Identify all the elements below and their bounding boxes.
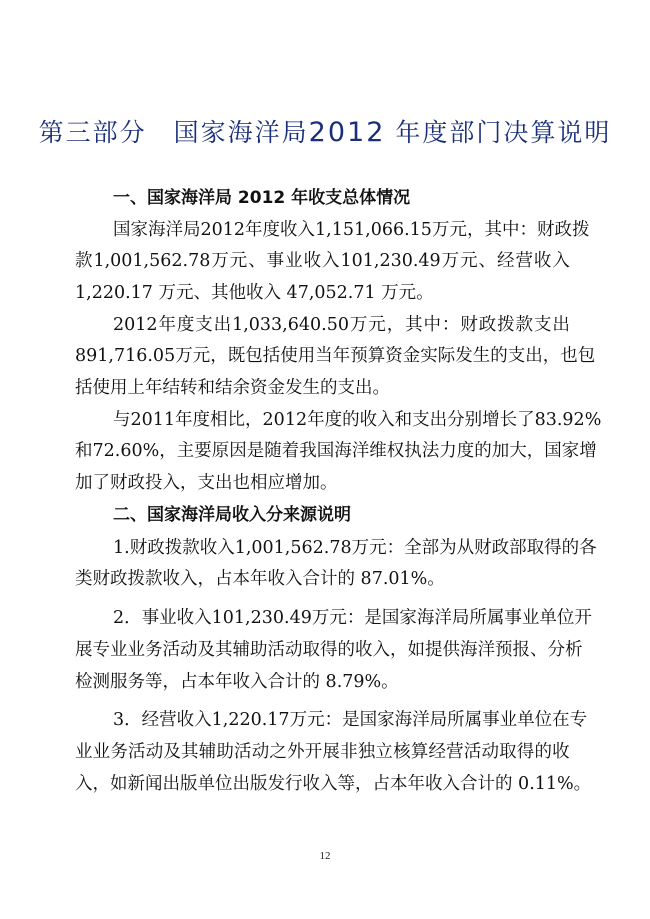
paragraph-line: 1,220.17 万元、其他收入 47,052.71 万元。: [75, 283, 434, 303]
paragraph-line: 加了财政投入，支出也相应增加。: [75, 473, 338, 493]
title-name-prefix: 国家海洋局: [173, 118, 309, 147]
paragraph-line: 1. 财 政 拨 款 收 入 1,001,562.78 万 元 ： 全 部 为 从 财 政 部 取 得 的 各: [113, 538, 597, 558]
paragraph-line: 展 专 业 业 务 活 动 及 其 辅 助 活 动 取 得 的 收 入 ， 如 提 供 海 洋 预 报 、 分 析: [75, 640, 583, 660]
section-heading-overview: 一、国家海洋局 2012 年收支总体情况: [113, 188, 411, 208]
page-number: 12: [319, 850, 331, 862]
section-heading-income-sources: 二、国家海洋局收入分来源说明: [113, 505, 351, 525]
paragraph-line: 类财政拨款收入，占本年收入合计的 87.01%。: [75, 569, 445, 589]
paragraph-line: 和 72.60% ， 主 要 原 因 是 随 着 我 国 海 洋 维 权 执 法 力 度 的 加 大 ， 国 家 增: [75, 441, 597, 461]
paragraph-line: 业 业 务 活 动 及 其 辅 助 活 动 之 外 开 展 非 独 立 核 算 经 营 活 动 取 得 的 收: [75, 742, 570, 762]
paragraph-line: 891,716.05 万 元 ， 既 包 括 使 用 当 年 预 算 资 金 实 际 发 生 的 支 出 ， 也 包: [75, 346, 596, 366]
paragraph-line: 括使用上年结转和结余资金发生的支出。: [75, 378, 390, 398]
title-part: 第三部分: [38, 118, 147, 147]
paragraph-line: 2012 年 度 支 出 1,033,640.50 万 元 ， 其 中 ： 财 政 拨 款 支 出: [113, 315, 570, 335]
paragraph-line: 检测服务等，占本年收入合计的 8.79%。: [75, 672, 399, 692]
paragraph-line: 入，如新闻出版单位出版发行收入等，占本年收入合计的 0.11%。: [75, 774, 592, 794]
paragraph-line: 3 ． 经 营 收 入 1,220.17 万 元 ： 是 国 家 海 洋 局 所 属 事 业 单 位 在 专: [113, 710, 588, 730]
paragraph-line: 2 ． 事 业 收 入 101,230.49 万 元 ： 是 国 家 海 洋 局 所 属 事 业 单 位 开: [113, 608, 592, 628]
title-year: 2012: [308, 117, 386, 148]
paragraph-line: 国 家 海 洋 局 2012 年 度 收 入 1,151,066.15 万 元 ， 其 中 ： 财 政 拨: [113, 220, 590, 240]
paragraph-line: 款 1,001,562.78 万 元 、 事 业 收 入 101,230.49 万 元 、 经 营 收 入: [75, 251, 570, 271]
page-title: [0, 113, 650, 149]
paragraph-line: 与 2011 年 度 相 比 ， 2012 年 度 的 收 入 和 支 出 分 别 增 长 了 83.92%: [113, 410, 602, 430]
title-name-suffix: 年度部门决算说明: [395, 118, 612, 147]
